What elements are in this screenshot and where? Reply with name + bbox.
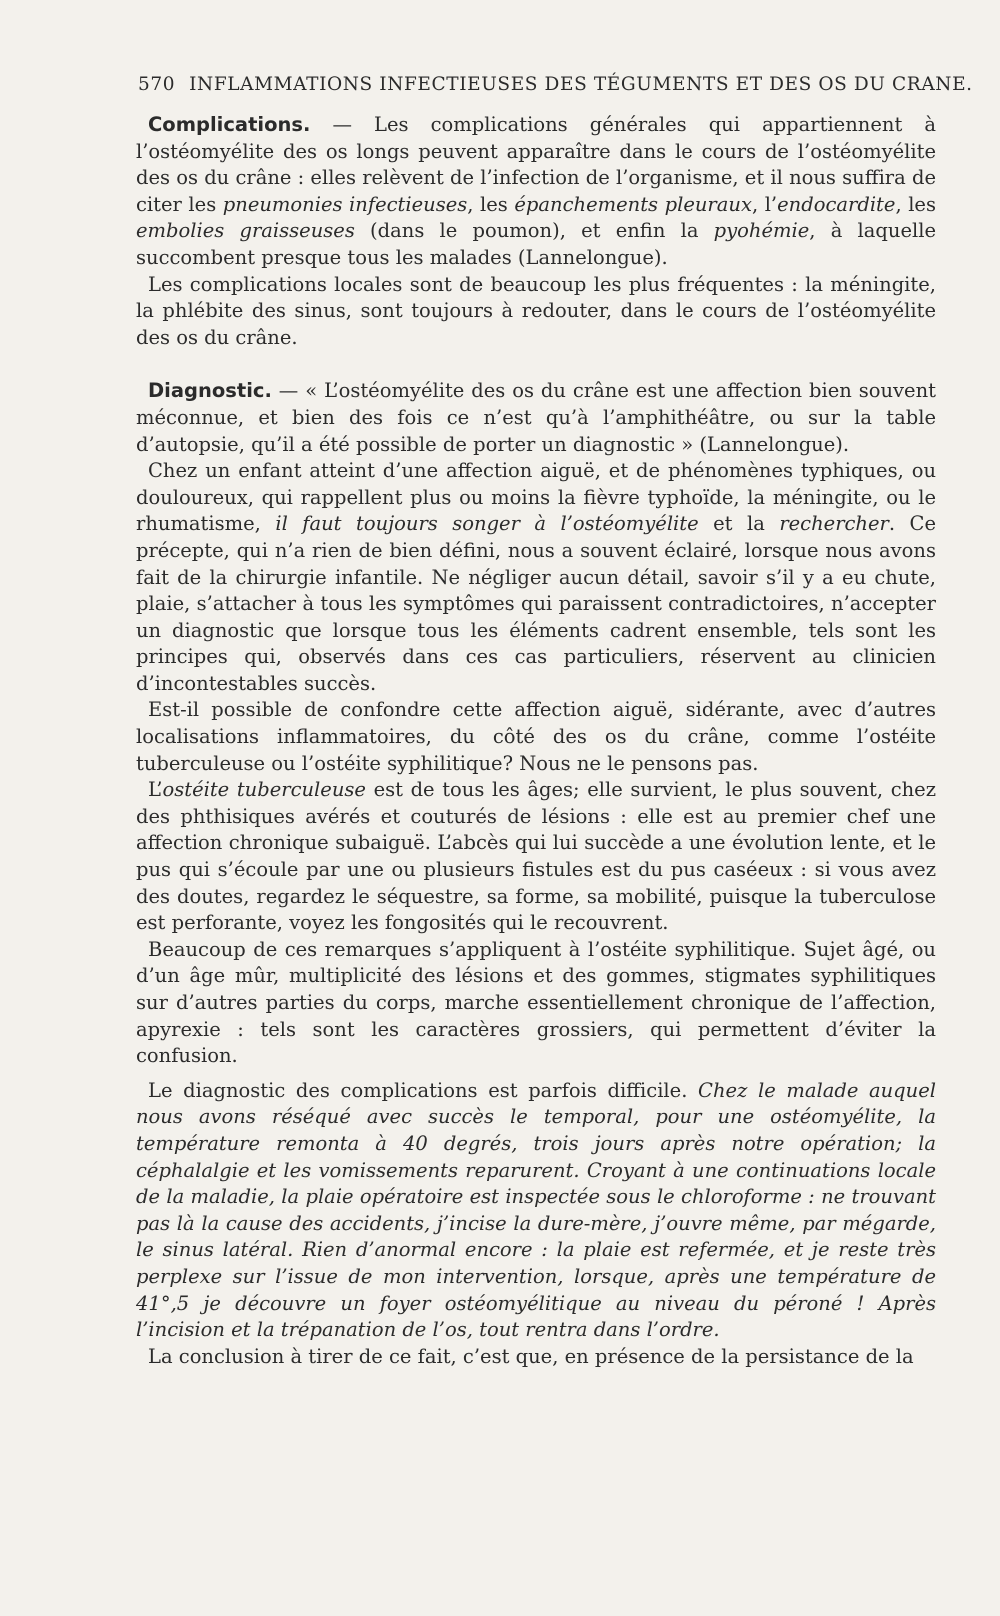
diagnostic-paragraph-4: L’ostéite tuberculeuse est de tous les âges; elle survient, le plus souvent, chez des phthisiques avérés et couturés de lésions : elle est au premier chef une affection chronique subaiguë. L’abcès qui lui succède a une évolution lente, et le pus qui s’écoule par une ou plusieurs fistules est du pus caséeux : si vous avez des doutes, regardez le séquestre, sa forme, sa mobilité, puisque la tuberculose est perforante, voyez les fongosités qui le recouvrent. bbox=[136, 778, 936, 935]
complications-paragraph-2: Les complications locales sont de beaucoup les plus fréquentes : la méningite, la phlébite des sinus, sont toujours à redouter, dans le cours de l’ostéomyélite des os du crâne. bbox=[136, 272, 936, 349]
complications-paragraph-1: Complications. — Les complications générales qui appartiennent à l’ostéomyélite des os longs peuvent apparaître dans le cours de l’ostéomyélite des os du crâne : elles relèvent de l’infection de l’organisme, et il nous suffira de citer les pneumonies infectieuses, les épanchements pleuraux, l’endocardite, les embolies graisseuses (dans le poumon), et enfin la pyohémie, à laquelle succombent presque tous les malades (Lannelongue). bbox=[136, 113, 936, 269]
diagnostic-paragraph-2: Chez un enfant atteint d’une affection aiguë, et de phénomènes typhiques, ou douloureux, qui rappellent plus ou moins la fièvre typhoïde, la méningite, ou le rhumatisme, il faut toujours songer à l’ostéomyélite et la rechercher. Ce précepte, qui n’a rien de bien défini, nous a souvent éclairé, lorsque nous avons fait de la chirurgie infantile. Ne négliger aucun détail, savoir s’il y a eu chute, plaie, s’attacher à tous les symptômes qui paraissent contradictoires, n’accepter un diagnostic que lorsque tous les éléments cadrent ensemble, tels sont les principes qui, observés dans ces cas particuliers, réservent au clinicien d’incontestables succès. bbox=[136, 459, 936, 695]
diagnostic-heading: Diagnostic. bbox=[148, 379, 272, 403]
page-number: 570 bbox=[138, 74, 176, 95]
diagnostic-paragraph-7: La conclusion à tirer de ce fait, c’est que, en présence de la persistance de la bbox=[148, 1344, 914, 1368]
diagnostic-paragraph-1: Diagnostic. — « L’ostéomyélite des os du crâne est une affection bien souvent méconnue, et bien des fois ce n’est qu’à l’amphithéâtre, ou sur la table d’autopsie, qu’il a été possible de porter un diagnostic » (Lannelongue). bbox=[136, 379, 936, 456]
page-body bbox=[136, 112, 936, 1370]
diagnostic-paragraph-6: Le diagnostic des complications est parfois difficile. Chez le malade auquel nous avons réséqué avec succès le temporal, pour une ostéomyélite, la température remonta à 40 degrés, trois jours après notre opération; la céphalalgie et les vomissements reparurent. Croyant à une continuations locale de la maladie, la plaie opératoire est inspectée sous le chloroforme : ne trouvant pas là la cause des accidents, j’incise la dure-mère, j’ouvre même, par mégarde, le sinus latéral. Rien d’anormal encore : la plaie est refermée, et je reste très perplexe sur l’issue de mon intervention, lorsque, après une température de 41°,5 je découvre un foyer ostéomyélitique au niveau du péroné ! Après l’incision et la trépanation de l’os, tout rentra dans l’ordre. bbox=[136, 1078, 937, 1342]
running-title: INFLAMMATIONS INFECTIEUSES DES TÉGUMENTS ET DES OS DU CRANE. bbox=[189, 74, 973, 95]
complications-heading: Complications. bbox=[148, 113, 311, 136]
running-header bbox=[138, 74, 973, 95]
diagnostic-paragraph-3: Est-il possible de confondre cette affection aiguë, sidérante, avec d’autres localisations inflammatoires, du côté des os du crâne, comme l’ostéite tuberculeuse ou l’ostéite syphilitique? Nous ne le pensons pas. bbox=[136, 698, 936, 775]
diagnostic-paragraph-5: Beaucoup de ces remarques s’appliquent à l’ostéite syphilitique. Sujet âgé, ou d’un âge mûr, multiplicité des lésions et des gommes, stigmates syphilitiques sur d’autres parties du corps, marche essentiellement chronique de l’affection, apyrexie : tels sont les caractères grossiers, qui permettent d’éviter la confusion. bbox=[136, 937, 936, 1068]
